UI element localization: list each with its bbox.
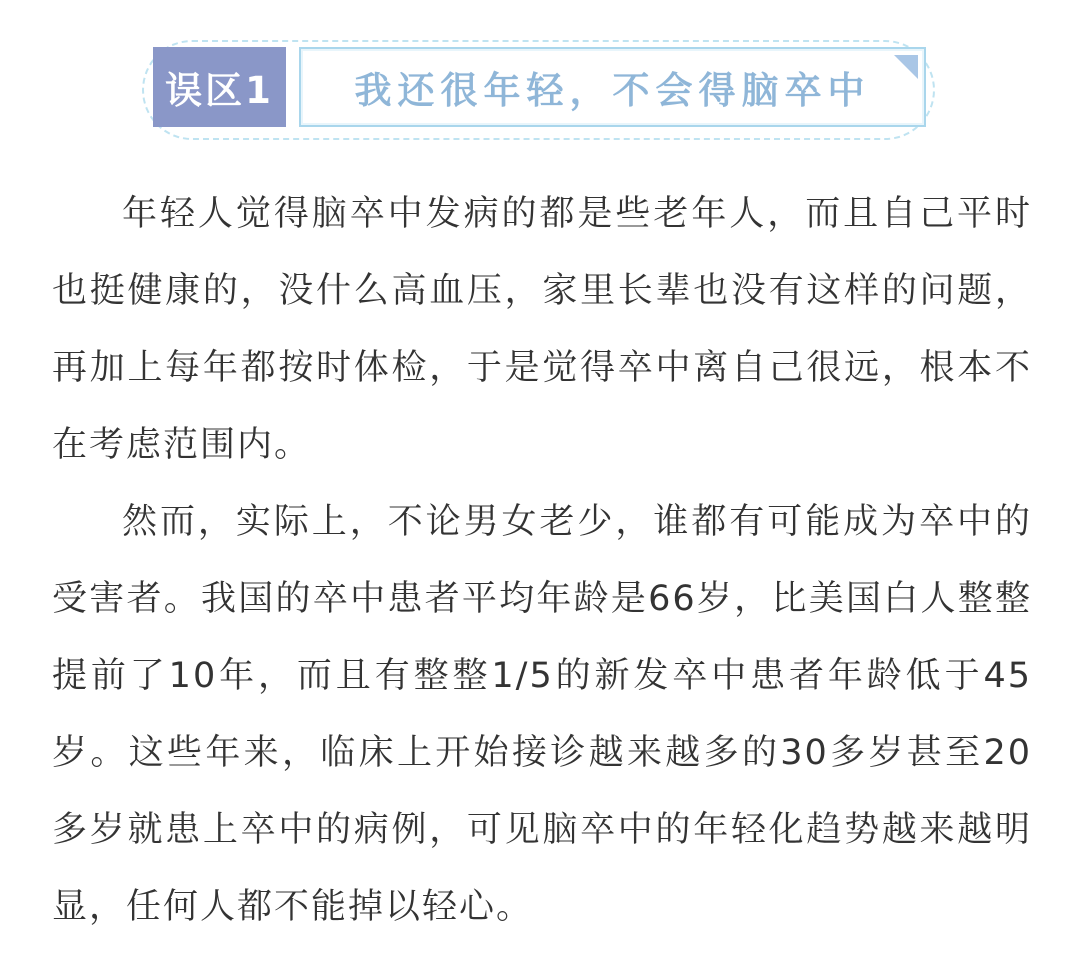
banner-title: 我还很年轻，不会得脑卒中: [354, 69, 871, 112]
article-body: [52, 176, 1032, 946]
corner-triangle-icon: [894, 55, 918, 79]
paragraph-1: 年轻人觉得脑卒中发病的都是些老年人，而且自己平时也挺健康的，没什么高血压，家里长辈也没有这样的问题，再加上每年都按时体检，于是觉得卒中离自己很远，根本不在考虑范围内。: [52, 194, 1032, 465]
banner-title-box: [299, 47, 926, 127]
misconception-tag-label: 误区1: [165, 69, 274, 112]
misconception-tag: [153, 47, 286, 127]
paragraph-2: 然而，实际上，不论男女老少，谁都有可能成为卒中的受害者。我国的卒中患者平均年龄是66岁，比美国白人整整提前了10年，而且有整整1/5的新发卒中患者年龄低于45岁。这些年来，临床上开始接诊越来越多的30多岁甚至20多岁就患上卒中的病例，可见脑卒中的年轻化趋势越来越明显，任何人都不能掉以轻心。: [52, 502, 1032, 927]
